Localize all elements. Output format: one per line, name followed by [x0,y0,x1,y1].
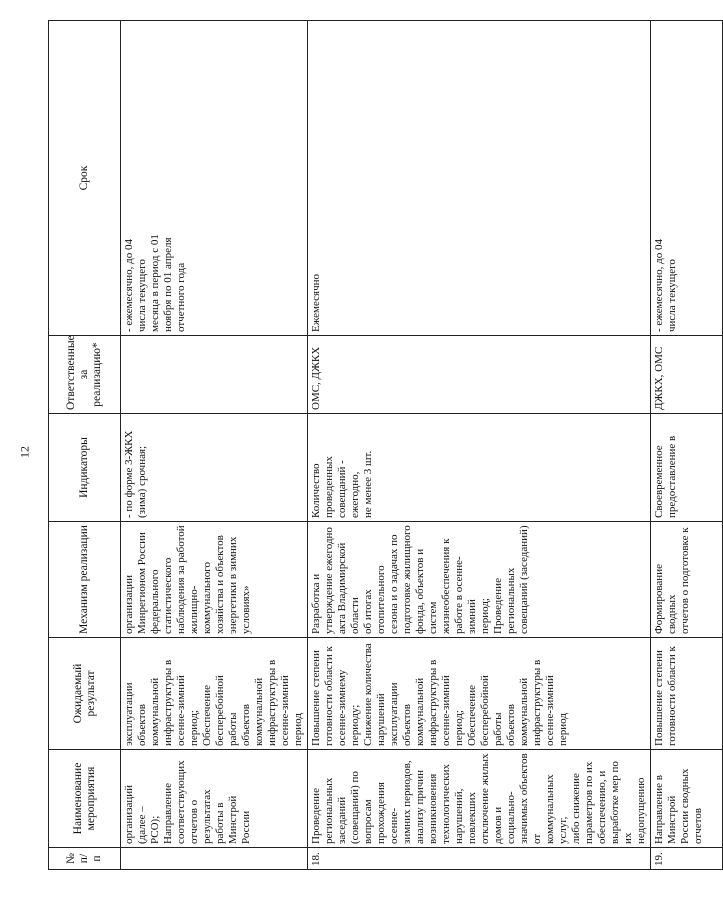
cell-responsible: ОМС, ДЖКХ [308,336,651,414]
measures-table [48,20,723,870]
cell-term: - ежемесячно, до 04 числа текущего [651,21,723,336]
cell-name: Направление в Минстрой России сводных отчетов [651,750,723,848]
table-row [651,21,723,870]
cell-num: 19. [651,848,723,870]
cell-term: Ежемесячно [308,21,651,336]
rotated-table-area [48,20,704,870]
cell-name: организаций (далее – РСО); Направление соответствующих отчетов о результатах работы в Минстрой России [121,750,308,848]
cell-mechanism: Разработка и утверждение ежегодно акта Владимирской области об итогах отопительного сезона и о задачах по подготовке жилищного фонда, объектов и систем жизнеобеспечения к работе в осенне-зимний период; Проведение региональных совещаний (заседаний) [308,522,651,638]
cell-mechanism: организации Минрегионом России федерального статистического наблюдения за работой жилищно- коммунального хозяйства и объектов энергетики в зимних условиях» [121,522,308,638]
cell-term: - ежемесячно, до 04 числа текущего месяца в период с 01 ноября по 01 апреля отчетного года [121,21,308,336]
cell-num [121,848,308,870]
header-term: Срок [49,21,121,336]
cell-result: эксплуатации объектов коммунальной инфраструктуры в осенне-зимний период; Обеспечение бесперебойной работы объектов коммунальной инфраструктуры в осенне-зимний период [121,638,308,750]
header-mechanism: Механизм реализации [49,522,121,638]
header-num: № п/п [49,848,121,870]
cell-indicators: - по форме 3-ЖКХ (зима) срочная; [121,414,308,522]
cell-num: 18. [308,848,651,870]
cell-responsible [121,336,308,414]
cell-responsible: ДЖКХ, ОМС [651,336,723,414]
cell-name: Проведение региональных заседаний (совещаний) по вопросам прохождения осенне- зимних периодов, анализу причин возникновения технологических нарушений, повлекших отключение жилых домов и социально- значимых объектов от коммунальных услуг, либо снижение параметров по их обеспечению, и выработке мер по их недопущению [308,750,651,848]
cell-result: Повышение степени готовности области к [651,638,723,750]
header-responsible: Ответственные за реализацию* [49,336,121,414]
table-row [121,21,308,870]
table-wrapper [48,20,704,870]
cell-indicators: Количество проведенных совещаний - ежегодно, не менее 3 шт. [308,414,651,522]
table-row [308,21,651,870]
header-indicators: Индикаторы [49,414,121,522]
cell-result: Повышение степени готовности области к осенне-зимнему периоду; Снижение количества нарушений эксплуатации объектов коммунальной инфраструктуры в осенне-зимний период; Обеспечение бесперебойной работы объектов коммунальной инфраструктуры в осенне-зимний период [308,638,651,750]
cell-mechanism: Формирование сводных отчетов о подготовке к [651,522,723,638]
cell-indicators: Своевременное предоставление в [651,414,723,522]
header-name: Наименование мероприятия [49,750,121,848]
page-number: 12 [17,446,32,458]
table-header-row [49,21,121,870]
header-result: Ожидаемый результат [49,638,121,750]
